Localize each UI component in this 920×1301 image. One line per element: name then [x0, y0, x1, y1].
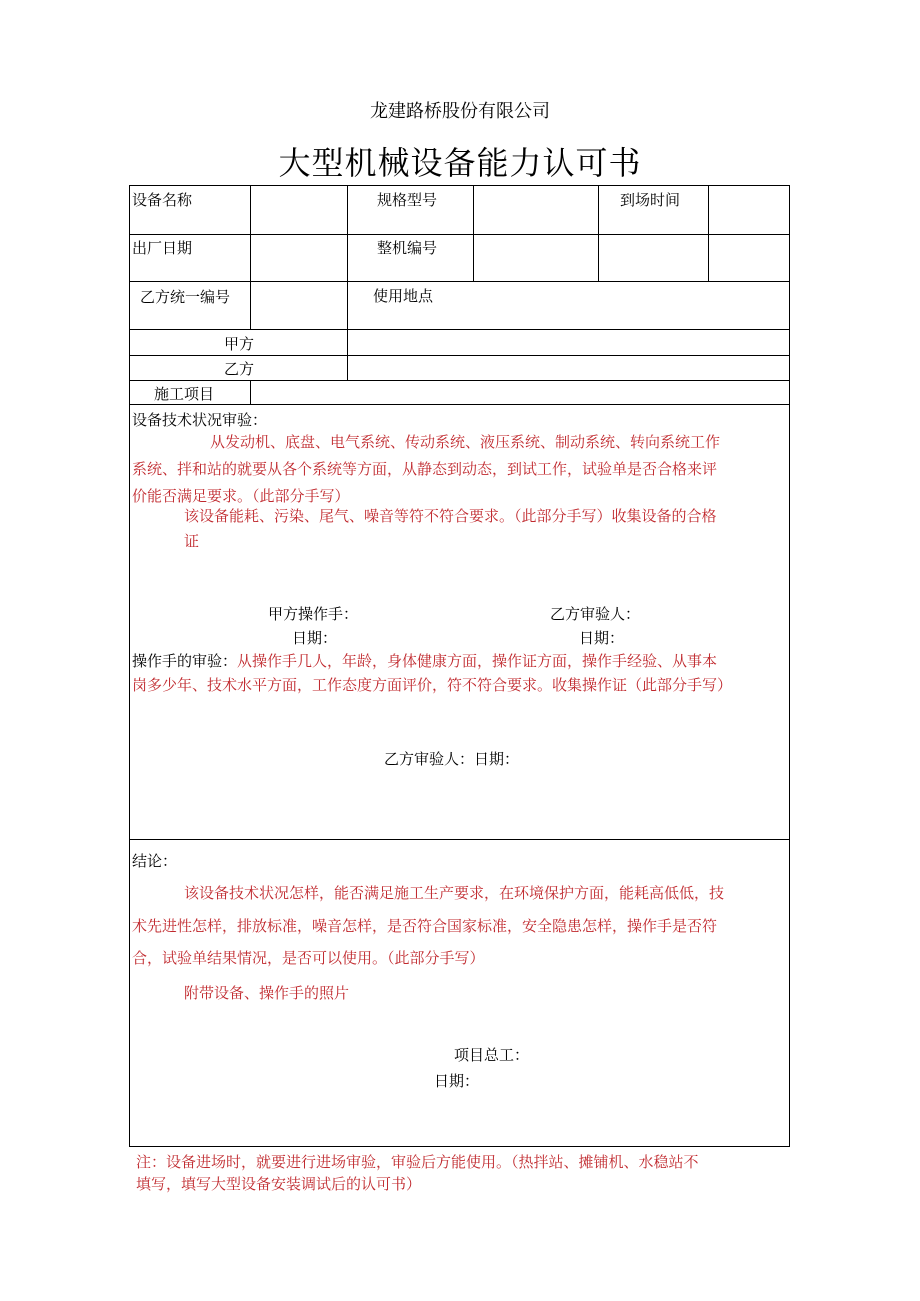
machine-number-label: 整机编号 — [377, 239, 438, 257]
footnote-line: 填写，填写大型设备安装调试后的认可书） — [136, 1175, 422, 1193]
tech-text-line: 价能否满足要求。（此部分手写） — [132, 487, 350, 505]
party-a-operator-sign: 甲方操作手： — [268, 605, 359, 623]
tech-text-line: 系统、拌和站的就要从各个系统等方面，从静态到动态，到试工作，试验单是否合格来评 — [132, 460, 718, 478]
spec-model-label: 规格型号 — [377, 191, 438, 209]
document-title: 大型机械设备能力认可书 — [278, 144, 642, 182]
col-divider — [708, 186, 709, 281]
conclusion-date: 日期： — [434, 1072, 480, 1090]
row-divider — [130, 839, 789, 840]
tech-text-line: 证 — [184, 532, 200, 550]
conclusion-text-line: 术先进性怎样，排放标准，噪音怎样，是否符合国家标准，安全隐患怎样，操作手是否符 — [132, 917, 718, 935]
col-divider — [250, 186, 251, 329]
row-divider — [130, 234, 789, 235]
row-divider — [130, 404, 789, 405]
col-divider — [250, 380, 251, 404]
operator-text-line: 岗多少年、技术水平方面，工作态度方面评价，符不符合要求。收集操作证（此部分手写） — [132, 676, 733, 694]
device-name-label: 设备名称 — [132, 191, 193, 209]
party-a-label: 甲方 — [224, 335, 255, 353]
date-a: 日期： — [292, 629, 338, 647]
conclusion-text-line: 合，试验单结果情况，是否可以使用。（此部分手写） — [132, 949, 485, 967]
conclusion-heading: 结论： — [132, 852, 178, 870]
col-divider — [598, 186, 599, 281]
party-b-label: 乙方 — [224, 360, 255, 378]
col-divider — [473, 186, 474, 281]
arrival-time-label: 到场时间 — [620, 191, 681, 209]
row-divider — [130, 355, 789, 356]
party-b-uid-label: 乙方统一编号 — [140, 288, 231, 306]
chief-engineer-sign: 项目总工： — [454, 1046, 530, 1064]
operator-heading: 操作手的审验： — [132, 652, 238, 670]
company-name: 龙建路桥股份有限公司 — [370, 101, 550, 122]
location-label: 使用地点 — [373, 287, 434, 305]
factory-date-label: 出厂日期 — [132, 239, 193, 257]
operator-inspection-line — [132, 648, 717, 675]
tech-text-line: 从发动机、底盘、电气系统、传动系统、液压系统、制动系统、转向系统工作 — [210, 433, 721, 451]
row-divider — [130, 380, 789, 381]
conclusion-text-line: 该设备技术状况怎样，能否满足施工生产要求，在环境保护方面，能耗高低低，技 — [184, 884, 725, 902]
col-divider — [347, 186, 348, 380]
project-label: 施工项目 — [154, 385, 215, 403]
footnote — [136, 1151, 796, 1195]
tech-text-line: 该设备能耗、污染、尾气、噪音等符不符合要求。（此部分手写）收集设备的合格 — [184, 507, 717, 525]
party-b-inspector-date: 乙方审验人：日期： — [384, 750, 520, 768]
footnote-line: 注：设备进场时，就要进行进场审验，审验后方能使用。（热拌站、摊铺机、水稳站不 — [136, 1153, 699, 1171]
tech-inspection-heading: 设备技术状况审验： — [132, 411, 268, 429]
party-b-inspector-sign: 乙方审验人： — [550, 605, 641, 623]
row-divider — [130, 329, 789, 330]
date-b: 日期： — [579, 629, 625, 647]
photo-attachment-line: 附带设备、操作手的照片 — [184, 984, 350, 1002]
approval-form-table — [129, 185, 790, 1147]
operator-text: 从操作手几人，年龄，身体健康方面，操作证方面，操作手经验、从事本 — [237, 652, 718, 670]
row-divider — [130, 281, 789, 282]
